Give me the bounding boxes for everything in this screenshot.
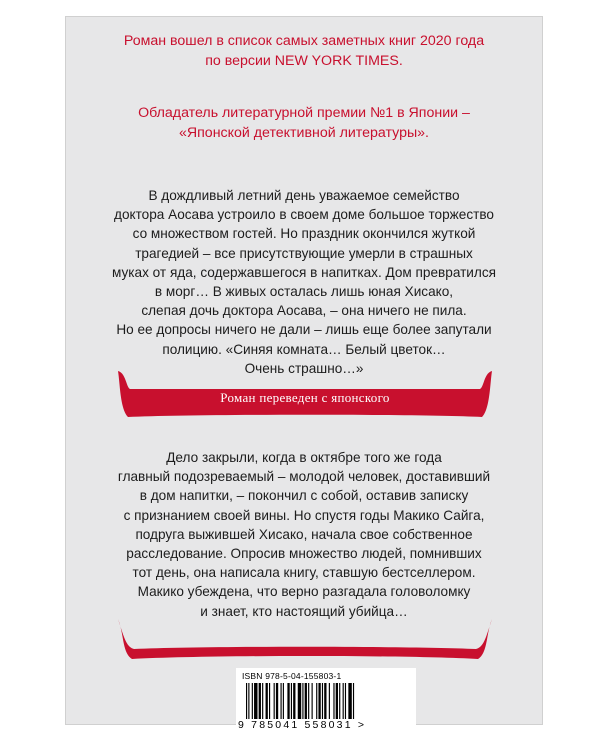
barcode-bar (312, 683, 313, 719)
barcode-bar (259, 683, 261, 719)
barcode-bar (322, 683, 323, 719)
barcode-bar (246, 683, 247, 719)
barcode-bar (262, 683, 263, 719)
barcode-bar (336, 683, 338, 719)
award-note-japan (66, 103, 542, 143)
barcode-bar (269, 683, 270, 719)
header-line: Роман вошел в список самых заметных книг 2020 года (123, 33, 485, 49)
barcode-bar (339, 683, 340, 719)
barcode-bar (308, 683, 309, 719)
text-line: доктора Аосава устроило в своем доме большое торжество (114, 207, 494, 223)
isbn-barcode (236, 668, 416, 732)
text-line: подруга выжившей Хисако, начала свое собственное (135, 526, 473, 542)
barcode-bar (287, 683, 289, 719)
barcode-bar (353, 683, 354, 719)
text-line: Но ее допросы ничего не дали – лишь еще более запутали (116, 322, 492, 338)
text-line: муках от яда, содержавшегося в напитках. Дом превратился (112, 264, 496, 280)
barcode-bar (316, 683, 317, 719)
barcode-digits: 9 785041 558031 > (238, 719, 367, 731)
text-line: Макико убеждена, что верно разгадала головоломку (137, 584, 471, 600)
barcode-bars (246, 683, 406, 719)
book-back-cover (65, 16, 543, 731)
text-line: в дом напитки, – покончил с собой, оставив записку (139, 488, 469, 504)
barcode-bar (281, 683, 282, 719)
text-line: с признанием своей вины. Но спустя годы Макико Сайга, (123, 507, 485, 523)
barcode-bar (252, 683, 253, 719)
barcode-bar (305, 683, 307, 719)
header-line: «Японской детективной литературы». (178, 125, 430, 141)
barcode-bar (343, 683, 344, 719)
barcode-bar (333, 683, 334, 719)
text-line: расследование. Опросив множество людей, помнивших (126, 546, 482, 562)
synopsis-paragraph-2 (96, 448, 512, 621)
barcode-bar (266, 683, 268, 719)
barcode-bar (302, 683, 303, 719)
text-line: главный подозреваемый – молодой человек, доставивший (117, 469, 491, 485)
text-line: Очень страшно…» (244, 360, 364, 376)
barcode-bar (293, 683, 295, 719)
barcode-bar (283, 683, 284, 719)
barcode-bar (329, 683, 330, 719)
synopsis-paragraph-1 (96, 186, 512, 378)
text-line: Дело закрыли, когда в октябре того же года (166, 450, 442, 465)
text-line: трагедией – все присутствующие умерли в страшных (135, 245, 473, 261)
text-line: слепая дочь доктора Аосава, – она ничего не пила. (141, 303, 467, 319)
text-line: полицию. «Синяя комната… Белый цветок… (162, 341, 446, 357)
barcode-bar (348, 683, 351, 719)
barcode-bar (324, 683, 326, 719)
text-line: в морг… В живых осталась лишь юная Хисако, (154, 284, 454, 300)
barcode-bar (298, 683, 301, 719)
text-line: и знает, кто настоящий убийца… (200, 603, 408, 619)
barcode-bar (318, 683, 320, 719)
barcode-bar (345, 683, 346, 719)
barcode-bar (291, 683, 292, 719)
red-bottom-bracket (116, 617, 494, 661)
barcode-bar (254, 683, 257, 719)
text-line: тот день, она написала книгу, ставшую бестселлером. (132, 565, 476, 581)
barcode-bar (274, 683, 275, 719)
header-line: по версии NEW YORK TIMES. (205, 53, 403, 69)
award-note-nyt (66, 31, 542, 71)
barcode-bar (276, 683, 278, 719)
translation-banner-label: Роман переведен с японского (220, 390, 390, 405)
barcode-bar (248, 683, 249, 719)
text-line: со множеством гостей. Но праздник окончился жуткой (132, 226, 476, 242)
header-line: Обладатель литературной премии №1 в Японии – (138, 105, 470, 121)
text-line: В дождливый летний день уважаемое семейство (148, 188, 460, 203)
isbn-number: ISBN 978-5-04-155803-1 (242, 671, 342, 681)
